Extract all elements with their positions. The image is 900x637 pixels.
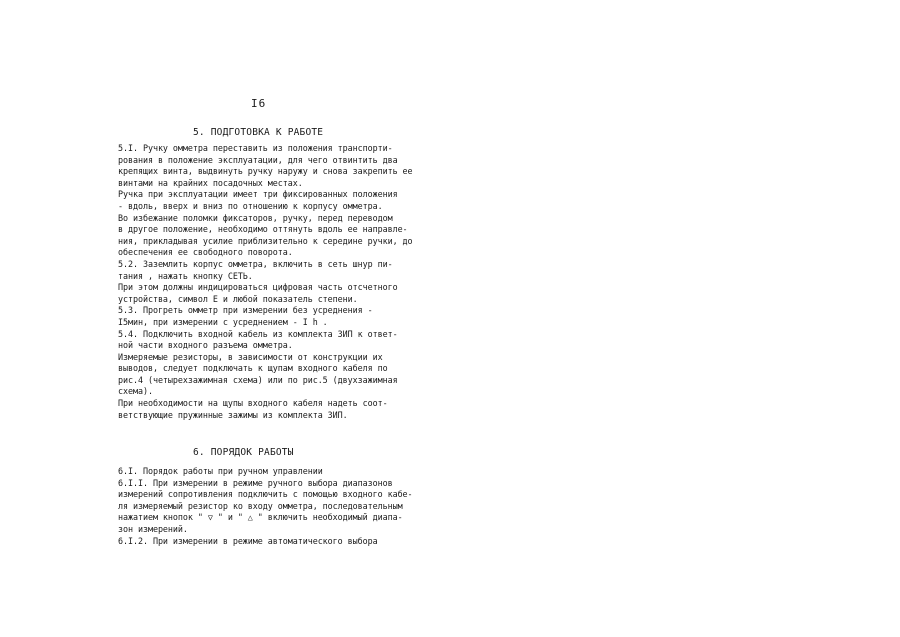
text-line: схема). (118, 386, 153, 397)
text-line: устройства, символ Е и любой показатель степени. (118, 293, 358, 304)
text-line: Ручка при эксплуатации имеет три фиксированных положения (118, 189, 398, 200)
section-6-heading: 6. ПОРЯДОК РАБОТЫ (193, 447, 294, 458)
text-line: 5.4. Подключить входной кабель из комплекта ЗИП к ответ- (118, 328, 398, 339)
text-line: Измеряемые резисторы, в зависимости от конструкции их (118, 351, 383, 362)
text-line: нажатием кнопок " ▽ " и " △ " включить необходимый диапа- (118, 512, 403, 523)
text-line: 6.I.I. При измерении в режиме ручного выбора диапазонов (118, 477, 393, 488)
section-5-body (118, 143, 418, 421)
text-line: выводов, следует подключать к щупам входного кабеля по (118, 363, 388, 374)
text-line: крепящих винта, выдвинуть ручку наружу и снова закрепить ее (118, 166, 413, 177)
text-line: Во избежание поломки фиксаторов, ручку, перед переводом (118, 212, 393, 223)
text-line: ля измеряемый резистор ко входу омметра, последовательным (118, 500, 403, 511)
text-line: При необходимости на щупы входного кабеля надеть соот- (118, 398, 388, 409)
text-line: ной части входного разъема омметра. (118, 340, 293, 351)
text-line: I5мин, при измерении с усреднением - I h . (118, 316, 328, 327)
text-line: - вдоль, вверх и вниз по отношению к корпусу омметра. (118, 200, 383, 211)
text-line: винтами на крайних посадочных местах. (118, 177, 303, 188)
section-5-heading: 5. ПОДГОТОВКА К РАБОТЕ (193, 127, 324, 138)
text-line: При этом должны индицироваться цифровая часть отсчетного (118, 282, 398, 293)
text-line: 6.I. Порядок работы при ручном управлении (118, 466, 323, 476)
page-number: I6 (251, 97, 267, 110)
section-6-body (118, 466, 418, 547)
text-line: в другое положение, необходимо оттянуть вдоль ее направле- (118, 224, 408, 235)
text-line: ния, прикладывая усилие приблизительно к середине ручки, до (118, 235, 413, 246)
text-line: рования в положение эксплуатации, для чего отвинтить два (118, 154, 398, 165)
text-line: зон измерений. (118, 523, 188, 534)
text-line: 5.3. Прогреть омметр при измерении без усреднения - (118, 305, 373, 316)
text-line: обеспечения ее свободного поворота. (118, 247, 293, 258)
text-line: ветствующие пружинные зажимы из комплекта ЗИП. (118, 409, 348, 420)
text-line: 6.I.2. При измерении в режиме автоматического выбора (118, 535, 378, 546)
text-line: 5.I. Ручку омметра переставить из положения транспорти- (118, 143, 393, 153)
text-line: тания , нажать кнопку СЕТЬ. (118, 270, 253, 281)
text-line: измерений сопротивления подключить с помощью входного кабе- (118, 489, 413, 500)
text-line: 5.2. Заземлить корпус омметра, включить в сеть шнур пи- (118, 258, 393, 269)
text-line: рис.4 (четырехзажимная схема) или по рис.5 (двухзажимная (118, 374, 398, 385)
